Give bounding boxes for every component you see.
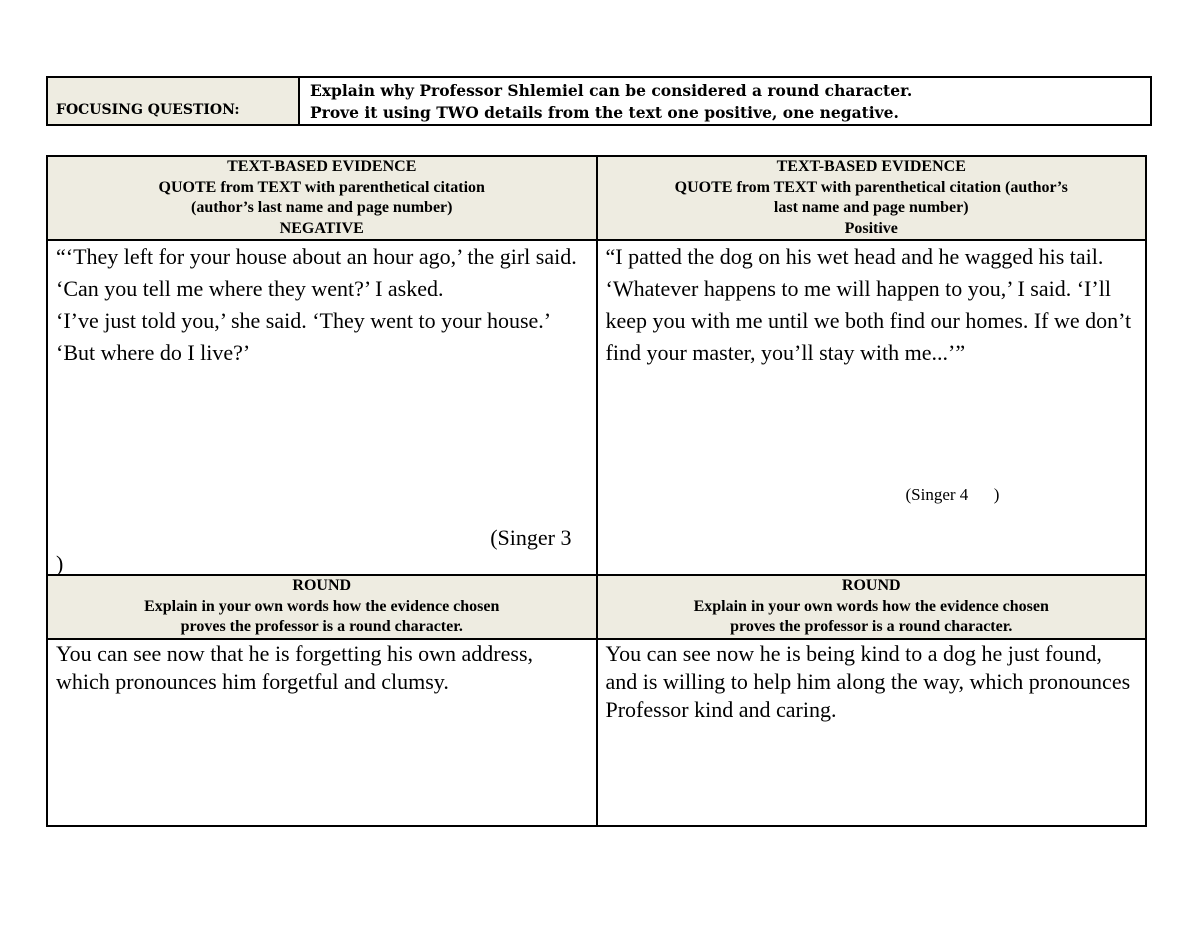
evidence-header-positive <box>597 156 1147 240</box>
focusing-question-box <box>46 76 1152 126</box>
positive-citation: (Singer 4 ) <box>905 485 1000 504</box>
quote-line: ‘Can you tell me where they went?’ I asked. <box>56 276 444 301</box>
header-line: (author’s last name and page number) <box>191 199 453 216</box>
round-title: ROUND <box>841 577 901 594</box>
evidence-table <box>46 155 1147 827</box>
round-instruction: proves the professor is a round character. <box>180 618 463 635</box>
header-line: QUOTE from TEXT with parenthetical citation <box>158 178 485 196</box>
negative-citation: (Singer 3 <box>490 525 572 550</box>
quote-line: ‘I’ve just told you,’ she said. ‘They went to your house.’ <box>56 308 552 333</box>
quote-line: “‘They left for your house about an hour ago,’ the girl said. <box>56 244 577 269</box>
focusing-question-text <box>300 78 1150 124</box>
positive-quote-cell <box>597 240 1147 575</box>
evidence-header-negative <box>47 156 597 240</box>
header-line: Positive <box>844 219 898 237</box>
round-header-right <box>597 575 1147 639</box>
focusing-question-line-1: Explain why Professor Shlemiel can be considered a round character. <box>310 81 913 100</box>
round-instruction: proves the professor is a round character. <box>730 618 1013 635</box>
round-title: ROUND <box>292 577 352 594</box>
positive-quote: “I patted the dog on his wet head and he wagged his tail. ‘Whatever happens to me will happen to you,’ I said. ‘I’ll keep you with me until we both find our homes. If we don’t find your master, you’ll stay with me...’” <box>605 244 1132 365</box>
round-instruction: Explain in your own words how the evidence chosen <box>144 597 500 615</box>
header-line: TEXT-BASED EVIDENCE <box>227 158 417 175</box>
positive-answer-cell[interactable]: You can see now he is being kind to a dog he just found, and is willing to help him along the way, which pronounces Professor kind and caring. <box>597 639 1147 826</box>
negative-citation-end: ) <box>56 551 64 576</box>
negative-quote-cell <box>47 240 597 575</box>
focusing-question-label: FOCUSING QUESTION: <box>48 78 300 124</box>
round-header-left <box>47 575 597 639</box>
quote-line: ‘But where do I live?’ <box>56 340 251 365</box>
focusing-question-line-2: Prove it using TWO details from the text one positive, one negative. <box>310 103 899 122</box>
round-instruction: Explain in your own words how the evidence chosen <box>693 597 1049 615</box>
header-line: last name and page number) <box>773 199 969 216</box>
header-line: QUOTE from TEXT with parenthetical citation (author’s <box>674 178 1068 196</box>
header-line: NEGATIVE <box>279 219 364 237</box>
header-line: TEXT-BASED EVIDENCE <box>776 158 966 175</box>
negative-answer-cell[interactable]: You can see now that he is forgetting his own address, which pronounces him forgetful and clumsy. <box>47 639 597 826</box>
